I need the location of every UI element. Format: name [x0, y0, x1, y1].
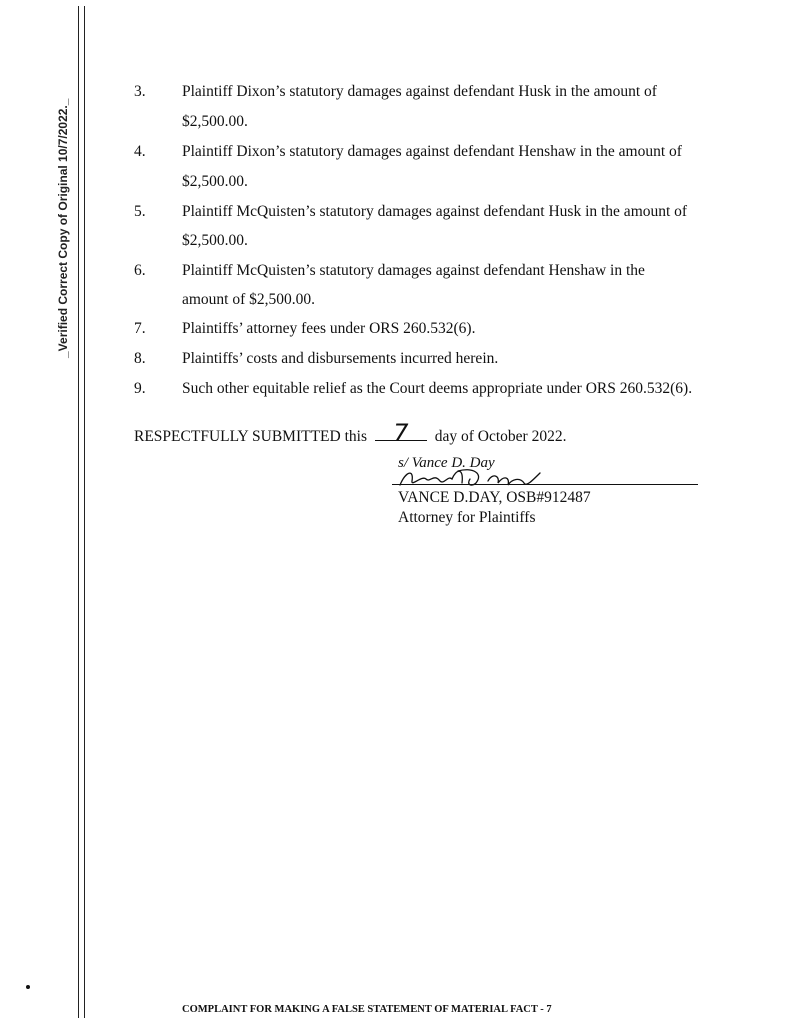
- item-text: Plaintiff McQuisten’s statutory damages against defendant Henshaw in the: [182, 262, 645, 279]
- item-number: 4.: [134, 143, 146, 160]
- attorney-role: Attorney for Plaintiffs: [398, 509, 536, 526]
- item-number: 6.: [134, 262, 146, 279]
- item-number: 5.: [134, 203, 146, 220]
- item-text: Plaintiffs’ attorney fees under ORS 260.532(6).: [182, 320, 476, 337]
- item-text: Plaintiff Dixon’s statutory damages against defendant Henshaw in the amount of: [182, 143, 682, 160]
- left-margin-rule: [78, 6, 79, 1018]
- submission-line: [134, 419, 567, 447]
- submission-day: 7: [375, 426, 427, 441]
- left-margin-rule-inner: [84, 6, 85, 1018]
- item-number: 8.: [134, 350, 146, 367]
- item-text: Plaintiff McQuisten’s statutory damages against defendant Husk in the amount of: [182, 203, 688, 220]
- electronic-signature: s/ Vance D. Day: [398, 455, 495, 471]
- item-text-cont: $2,500.00.: [182, 173, 248, 190]
- verification-stamp: _Verified Correct Copy of Original 10/7/2022._: [56, 98, 70, 358]
- item-text-cont: $2,500.00.: [182, 113, 248, 130]
- item-text: Such other equitable relief as the Court deems appropriate under ORS 260.532(6).: [182, 380, 693, 397]
- item-text-cont: amount of $2,500.00.: [182, 291, 316, 308]
- item-text-cont: $2,500.00.: [182, 232, 248, 249]
- item-number: 3.: [134, 83, 146, 100]
- submission-suffix: day of October 2022.: [434, 428, 567, 445]
- submission-prefix: RESPECTFULLY SUBMITTED this: [134, 428, 367, 445]
- item-number: 9.: [134, 380, 146, 397]
- handwritten-signature: [392, 465, 552, 491]
- margin-mark: [26, 985, 30, 989]
- attorney-name: VANCE D.DAY, OSB#912487: [398, 489, 591, 506]
- page-footer: COMPLAINT FOR MAKING A FALSE STATEMENT OF MATERIAL FACT - 7: [182, 1004, 552, 1015]
- item-number: 7.: [134, 320, 146, 337]
- item-text: Plaintiffs’ costs and disbursements incurred herein.: [182, 350, 499, 367]
- item-text: Plaintiff Dixon’s statutory damages against defendant Husk in the amount of: [182, 83, 657, 100]
- signature-line: [392, 484, 698, 485]
